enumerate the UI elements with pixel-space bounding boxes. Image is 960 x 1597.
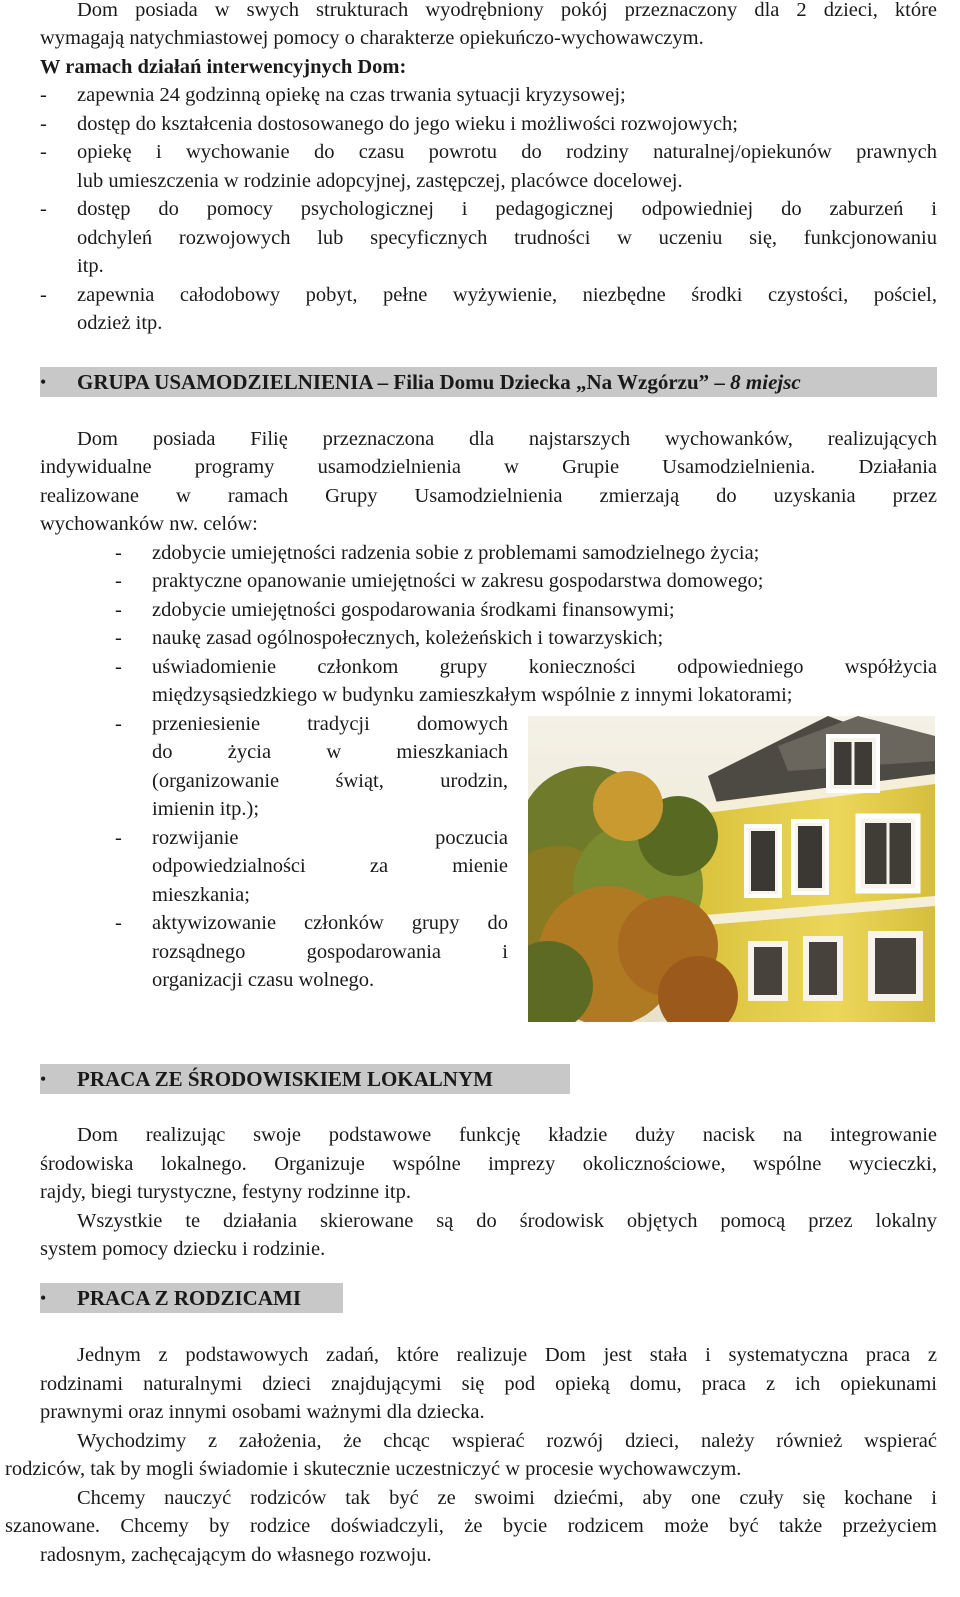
list-dash: - <box>40 198 47 220</box>
parents-para-3-line-2: szanowane. Chcemy by rodzice doświadczyli, że bycie rodzicem może być także przeżyciem <box>5 1515 937 1537</box>
goal-narrow-3-line-1: aktywizowanie członków grupy do <box>152 912 508 934</box>
goal-narrow-1-line-4: imienin itp.); <box>152 798 260 820</box>
list-dash: - <box>115 542 122 564</box>
list-dash: - <box>115 912 122 934</box>
local-para-2-line-1: Wszystkie te działania skierowane są do środowisk objętych pomocą przez lokalny <box>77 1210 937 1232</box>
intervention-item-3-line-2: lub umieszczenia w rodzinie adopcyjnej, zastępczej, placówce docelowej. <box>77 170 683 192</box>
building-photo <box>528 716 935 1022</box>
section-heading-parents: PRACA Z RODZICAMI <box>77 1286 302 1310</box>
parents-para-3-line-3: radosnym, zachęcającym do własnego rozwoju. <box>40 1544 432 1566</box>
list-dash: - <box>40 284 47 306</box>
intervention-item-3-line-1: opiekę i wychowanie do czasu powrotu do rodziny naturalnej/opiekunów prawnych <box>77 141 937 163</box>
section-heading-group <box>77 368 801 397</box>
section-heading-group-main: GRUPA USAMODZIELNIENIA – Filia Domu Dziecka „Na Wzgórzu” <box>77 370 710 394</box>
goal-item-3: zdobycie umiejętności gospodarowania środkami finansowymi; <box>152 599 675 621</box>
goal-narrow-2-line-2: odpowiedzialności za mienie <box>152 855 508 877</box>
intro-line-2: wymagają natychmiastowej pomocy o charakterze opiekuńczo-wychowawczym. <box>40 27 704 49</box>
goal-narrow-1-line-2: do życia w mieszkaniach <box>152 741 508 763</box>
intro-line-1: Dom posiada w swych strukturach wyodrębniony pokój przeznaczony dla 2 dzieci, które <box>77 0 937 21</box>
intervention-item-2: dostęp do kształcenia dostosowanego do jego wieku i możliwości rozwojowych; <box>77 113 738 135</box>
intervention-item-5-line-2: odzież itp. <box>77 312 163 334</box>
heading-bullet: • <box>40 1069 47 1089</box>
intervention-item-4-line-2: odchyleń rozwojowych lub specyficznych trudności w uczeniu się, funkcjonowaniu <box>77 227 937 249</box>
intervention-item-5-line-1: zapewnia całodobowy pobyt, pełne wyżywienie, niezbędne środki czystości, pościel, <box>77 284 937 306</box>
goal-narrow-1-line-1: przeniesienie tradycji domowych <box>152 713 508 735</box>
intervention-item-4-line-1: dostęp do pomocy psychologicznej i pedagogicznej odpowiedniej do zaburzeń i <box>77 198 937 220</box>
parents-para-1-line-1: Jednym z podstawowych zadań, które realizuje Dom jest stała i systematyczna praca z <box>77 1344 937 1366</box>
parents-para-2-line-1: Wychodzimy z założenia, że chcąc wspierać rozwój dzieci, należy również wspierać <box>77 1430 937 1452</box>
building-photo-illustration <box>528 716 935 1022</box>
intervention-item-4-line-3: itp. <box>77 255 104 277</box>
intervention-title: W ramach działań interwencyjnych Dom: <box>40 56 407 78</box>
list-dash: - <box>115 627 122 649</box>
list-dash: - <box>115 656 122 678</box>
group-para-line-4: wychowanków nw. celów: <box>40 513 258 535</box>
goal-item-5-line-1: uświadomienie członkom grupy konieczności odpowiedniego współżycia <box>152 656 937 678</box>
goal-item-1: zdobycie umiejętności radzenia sobie z problemami samodzielnego życia; <box>152 542 760 564</box>
list-dash: - <box>115 599 122 621</box>
list-dash: - <box>115 827 122 849</box>
goal-narrow-1-line-3: (organizowanie świąt, urodzin, <box>152 770 508 792</box>
parents-para-1-line-2: rodzinami naturalnymi dzieci znajdującymi się pod opieką domu, praca z ich opiekunami <box>40 1373 937 1395</box>
goal-narrow-3-line-2: rozsądnego gospodarowania i <box>152 941 508 963</box>
goal-item-5-line-2: międzysąsiedzkiego w budynku zamieszkałym wspólnie z innymi lokatorami; <box>152 684 793 706</box>
local-para-1-line-2: środowiska lokalnego. Organizuje wspólne imprezy okolicznościowe, wspólne wycieczki, <box>40 1153 937 1175</box>
list-dash: - <box>40 84 47 106</box>
goal-narrow-3-line-3: organizacji czasu wolnego. <box>152 969 375 991</box>
list-dash: - <box>115 713 122 735</box>
local-para-1-line-3: rajdy, biegi turystyczne, festyny rodzinne itp. <box>40 1181 411 1203</box>
list-dash: - <box>115 570 122 592</box>
parents-para-3-line-1: Chcemy nauczyć rodziców tak być ze swoimi dziećmi, aby one czuły się kochane i <box>77 1487 937 1509</box>
local-para-1-line-1: Dom realizując swoje podstawowe funkcję kładzie duży nacisk na integrowanie <box>77 1124 937 1146</box>
intervention-item-1: zapewnia 24 godzinną opiekę na czas trwania sytuacji kryzysowej; <box>77 84 626 106</box>
section-heading-local: PRACA ZE ŚRODOWISKIEM LOKALNYM <box>77 1067 493 1091</box>
group-para-line-2: indywidualne programy usamodzielnienia w Grupie Usamodzielnienia. Działania <box>40 456 937 478</box>
section-heading-group-places: 8 miejsc <box>730 370 801 394</box>
list-dash: - <box>40 113 47 135</box>
heading-bullet: • <box>40 372 47 392</box>
parents-para-1-line-3: prawnymi oraz innymi osobami ważnymi dla dziecka. <box>40 1401 485 1423</box>
goal-item-2: praktyczne opanowanie umiejętności w zakresu gospodarstwa domowego; <box>152 570 764 592</box>
parents-para-2-line-2: rodziców, tak by mogli świadomie i skutecznie uczestniczyć w procesie wychowawczym. <box>5 1458 742 1480</box>
list-dash: - <box>40 141 47 163</box>
local-para-2-line-2: system pomocy dziecku i rodzinie. <box>40 1238 326 1260</box>
group-para-line-3: realizowane w ramach Grupy Usamodzielnienia zmierzają do uzyskania przez <box>40 485 937 507</box>
group-para-line-1: Dom posiada Filię przeznaczona dla najstarszych wychowanków, realizujących <box>77 428 937 450</box>
section-heading-group-dash: – <box>714 370 725 394</box>
heading-bullet: • <box>40 1288 47 1308</box>
goal-narrow-2-line-1: rozwijanie poczucia <box>152 827 508 849</box>
goal-narrow-2-line-3: mieszkania; <box>152 884 250 906</box>
goal-item-4: naukę zasad ogólnospołecznych, koleżeńskich i towarzyskich; <box>152 627 664 649</box>
